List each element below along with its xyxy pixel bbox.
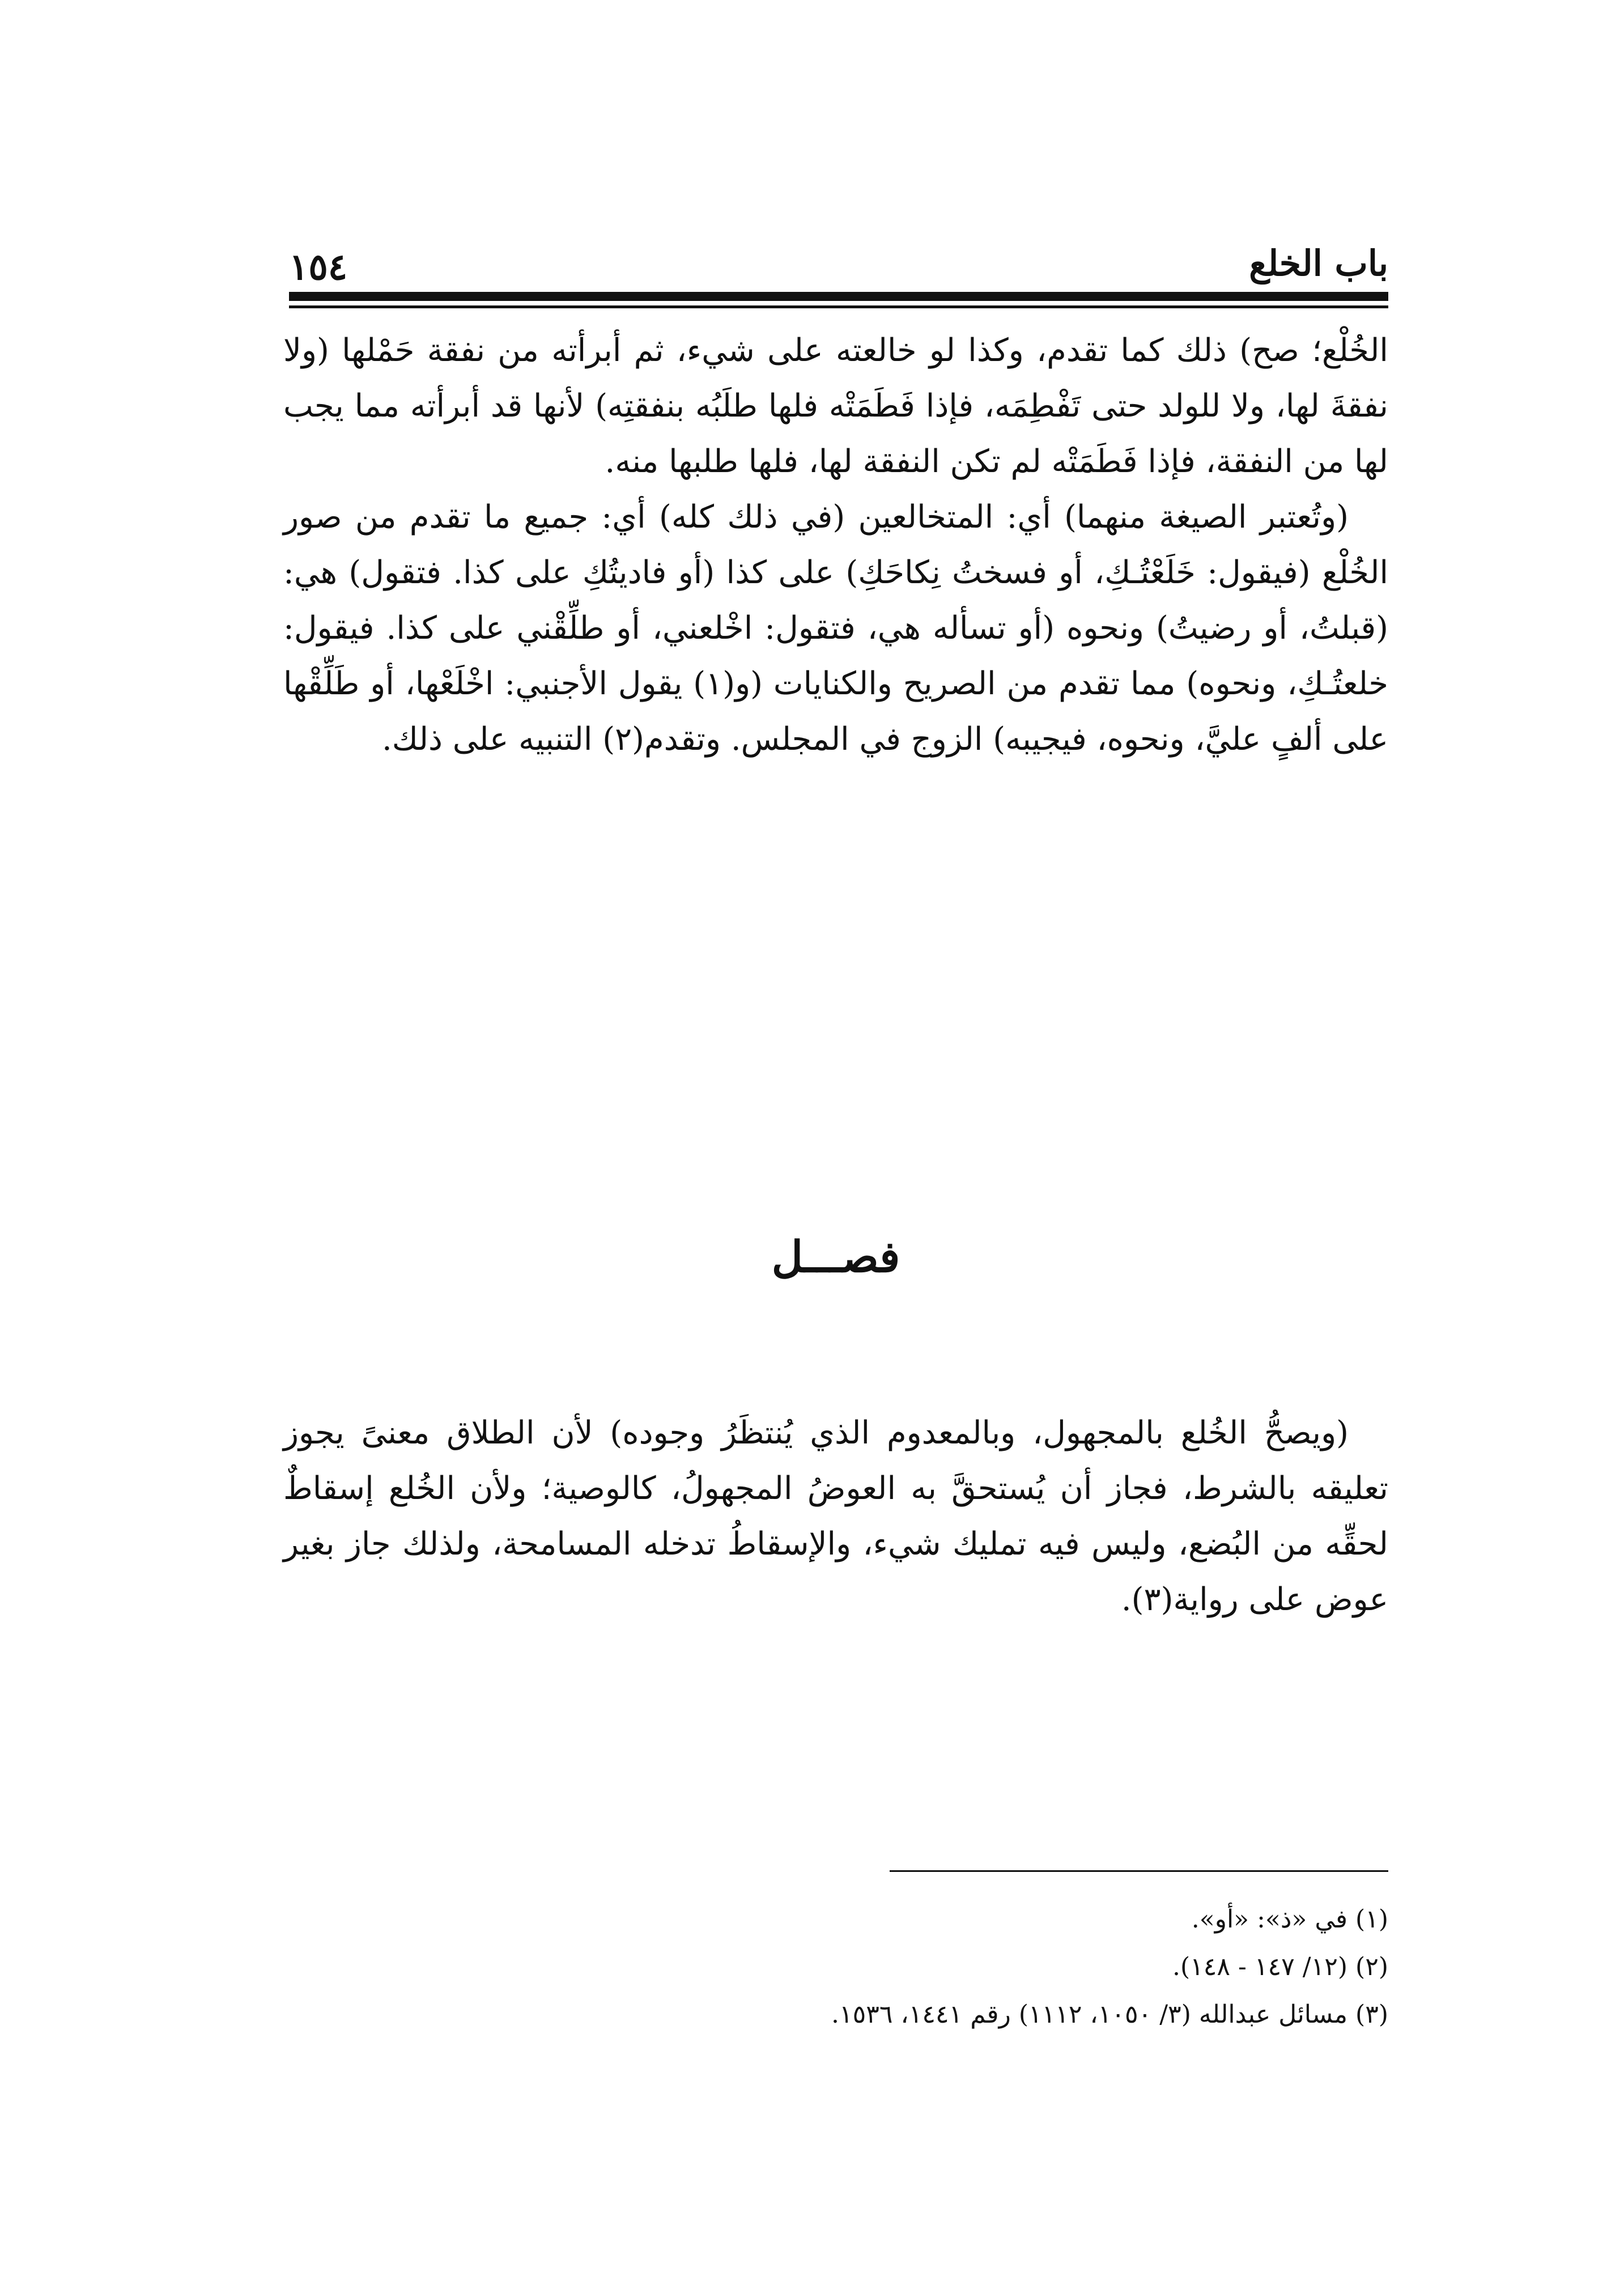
- footnote-3: (٣) مسائل عبدالله (٣/ ١٠٥٠، ١١١٢) رقم ١٤٤١، ١٥٣٦.: [831, 2000, 1388, 2029]
- footnote-2: (٢) (١٢/ ١٤٧ - ١٤٨).: [1172, 1952, 1388, 1981]
- section-heading-block: [283, 1232, 1388, 1282]
- section-paragraph-1: (ويصحُّ الخُلع بالمجهول، وبالمعدوم الذي يُنتظَرُ وجوده) لأن الطلاق معنىً يجوز تعليقه بالشرط، فجاز أن يُستحقَّ به العوضُ المجهولُ، كالوصية؛ ولأن الخُلع إسقاطٌ لحقِّه من البُضع، وليس فيه تمليك شيء، والإسقاطُ تدخله المسامحة، ولذلك جاز بغير عوض على رواية(٣).: [283, 1415, 1388, 1618]
- footnote-1: (١) في «ذ»: «أو».: [1191, 1905, 1388, 1934]
- footnote-divider: [890, 1870, 1388, 1872]
- section-heading: فصـــل: [771, 1232, 900, 1282]
- main-text: [283, 323, 1388, 767]
- paragraph-2: (وتُعتبر الصيغة منهما) أي: المتخالعين (في ذلك كله) أي: جميع ما تقدم من صور الخُلْع (فيقول: خَلَعْتُـكِ، أو فسختُ نِكاحَكِ) على كذا (أو فاديتُكِ على كذا. فتقول) هي: (قبلتُ، أو رضيتُ) ونحوه (أو تسأله هي، فتقول: اخْلعني، أو طلِّقْني على كذا. فيقول: خلعتُـكِ، ونحوه) مما تقدم من الصريح والكنايات (و(١) يقول الأجنبي: اخْلَعْها، أو طَلِّقْها على ألفٍ عليَّ، ونحوه، فيجيبه) الزوج في المجلس. وتقدم(٢) التنبيه على ذلك.: [283, 499, 1389, 758]
- page-header: [289, 227, 1388, 289]
- chapter-title: باب الخلع: [1249, 243, 1388, 284]
- header-rule-thin: [289, 305, 1388, 308]
- footnotes: [283, 1896, 1388, 2039]
- page-number: ١٥٤: [289, 246, 348, 288]
- section-text: [283, 1405, 1388, 1628]
- paragraph-1: الخُلْع؛ صح) ذلك كما تقدم، وكذا لو خالعته على شيء، ثم أبرأته من نفقة حَمْلها (ولا نفقةَ لها، ولا للولد حتى تَفْطِمَه، فإذا فَطَمَتْه فلها طلَبُه بنفقتِه) لأنها قد أبرأته مما يجب لها من النفقة، فإذا فَطَمَتْه لم تكن النفقة لها، فلها طلبها منه.: [283, 332, 1388, 480]
- header-rule-thick: [289, 292, 1388, 301]
